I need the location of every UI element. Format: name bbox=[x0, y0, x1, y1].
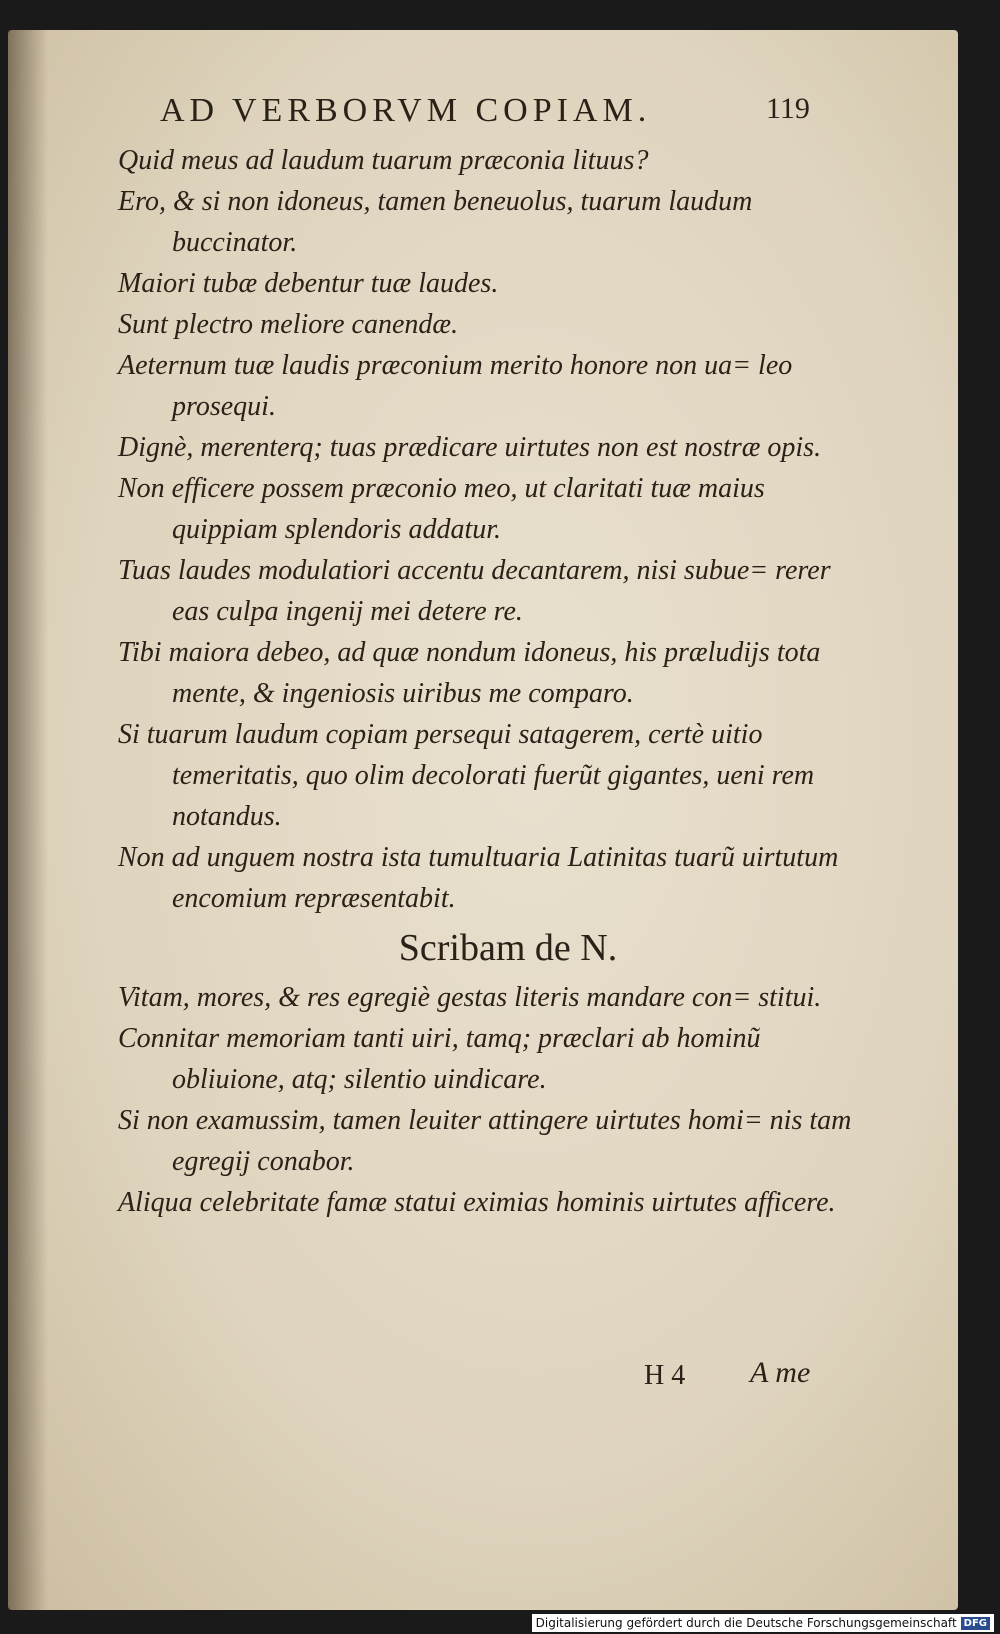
catchword: A me bbox=[750, 1356, 811, 1389]
dfg-logo: DFG bbox=[961, 1617, 990, 1630]
entry: Sunt plectro meliore canendæ. bbox=[118, 309, 459, 340]
entries-block bbox=[118, 140, 858, 1223]
entry: Dignè, merenterq; tuas prædicare uirtutes non est nostræ opis. bbox=[118, 432, 822, 463]
book-page bbox=[8, 30, 958, 1610]
running-head: AD VERBORVM COPIAM. bbox=[160, 92, 652, 129]
entry: Tuas laudes modulatiori accentu decantarem, nisi subue= rerer eas culpa ingenij mei detere re. bbox=[118, 555, 831, 627]
digitization-footer bbox=[532, 1614, 994, 1632]
signature-mark: H 4 bbox=[644, 1360, 686, 1391]
entry: Non efficere possem præconio meo, ut claritati tuæ maius quippiam splendoris addatur. bbox=[118, 473, 765, 545]
folio-number: 119 bbox=[766, 92, 810, 125]
entry: Non ad unguem nostra ista tumultuaria Latinitas tuarũ uirtutum encomium repræsentabit. bbox=[118, 842, 839, 914]
entry: Tibi maiora debeo, ad quæ nondum idoneus, his præludijs tota mente, & ingeniosis uiribus me comparo. bbox=[118, 637, 821, 709]
entry: Ero, & si non idoneus, tamen beneuolus, tuarum laudum buccinator. bbox=[118, 186, 753, 258]
entry: Quid meus ad laudum tuarum præconia lituus? bbox=[118, 145, 649, 176]
entry: Aeternum tuæ laudis præconium merito honore non ua= leo prosequi. bbox=[118, 350, 793, 422]
entry: Si non examussim, tamen leuiter attingere uirtutes homi= nis tam egregij conabor. bbox=[118, 1105, 852, 1177]
entry: Vitam, mores, & res egregiè gestas literis mandare con= stitui. bbox=[118, 982, 822, 1013]
entry: Maiori tubæ debentur tuæ laudes. bbox=[118, 268, 499, 299]
footer-text: Digitalisierung gefördert durch die Deutsche Forschungsgemeinschaft bbox=[535, 1616, 957, 1630]
entry: Si tuarum laudum copiam persequi satagerem, certè uitio temeritatis, quo olim decolorati fuerũt gigantes, ueni rem notandus. bbox=[118, 719, 815, 832]
entry: Aliqua celebritate famæ statui eximias hominis uirtutes afficere. bbox=[118, 1187, 836, 1218]
entry: Connitar memoriam tanti uiri, tamq; præclari ab hominũ obliuione, atq; silentio uindicare. bbox=[118, 1023, 761, 1095]
binding-shadow bbox=[8, 30, 48, 1610]
section-heading: Scribam de N. bbox=[398, 927, 618, 969]
